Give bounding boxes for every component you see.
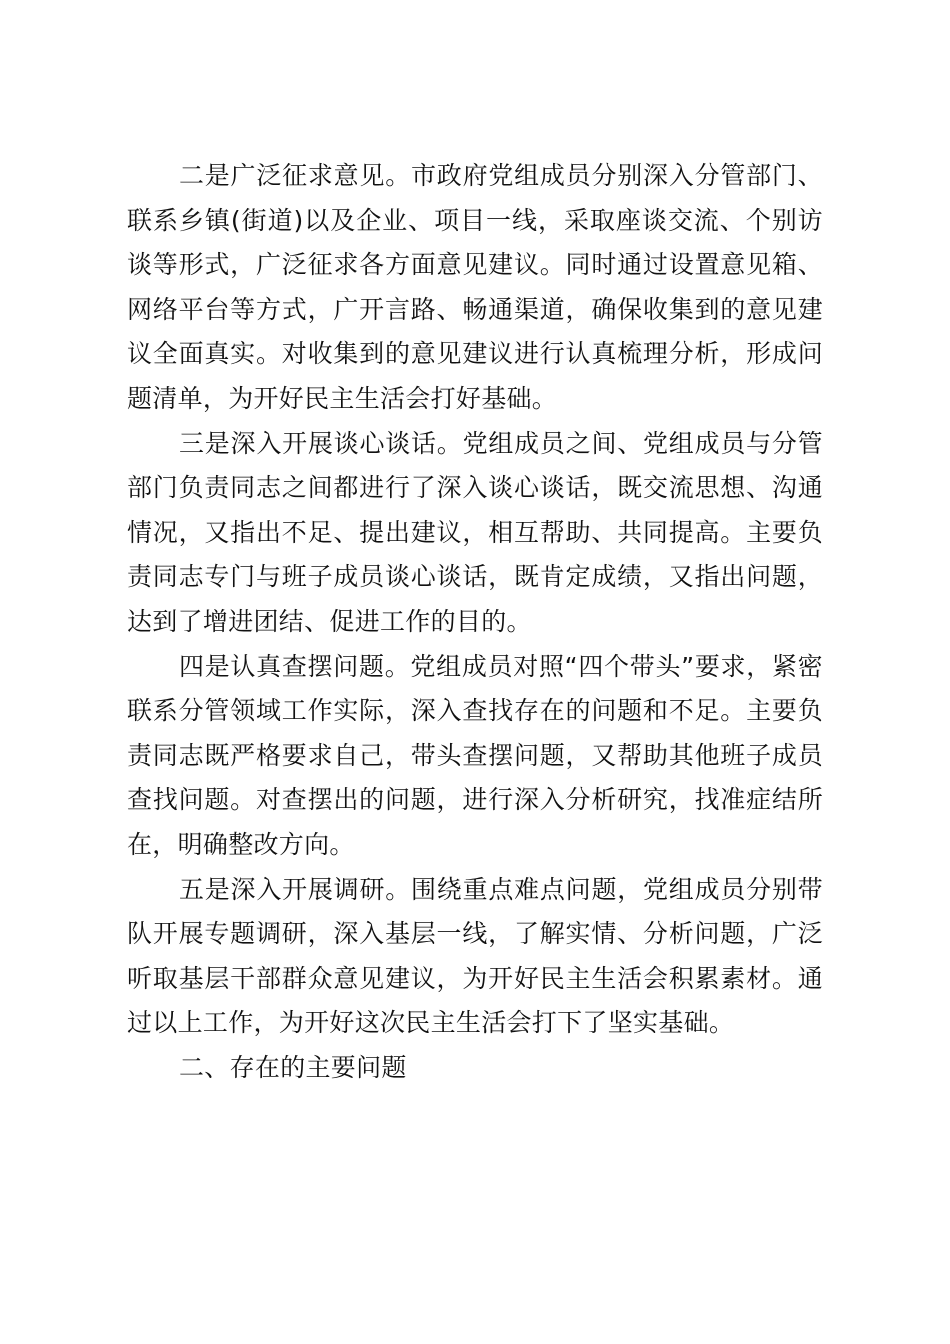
paragraph-identify-problems: 四是认真查摆问题。党组成员对照“四个带头”要求，紧密联系分管领域工作实际，深入查找存在的问题和不足。主要负责同志既严格要求自己，带头查摆问题，又帮助其他班子成员查找问题。对查摆出的问题，进行深入分析研究，找准症结所在，明确整改方向。 — [127, 651, 823, 859]
paragraph-solicit-opinions: 二是广泛征求意见。市政府党组成员分别深入分管部门、联系乡镇(街道)以及企业、项目一线，采取座谈交流、个别访谈等形式，广泛征求各方面意见建议。同时通过设置意见箱、网络平台等方式，广开言路、畅通渠道，确保收集到的意见建议全面真实。对收集到的意见建议进行认真梳理分析，形成问题清单，为开好民主生活会打好基础。 — [127, 161, 823, 413]
paragraph-research: 五是深入开展调研。围绕重点难点问题，党组成员分别带队开展专题调研，深入基层一线，了解实情、分析问题，广泛听取基层干部群众意见建议，为开好民主生活会积累素材。通过以上工作，为开好这次民主生活会打下了坚实基础。 — [127, 874, 823, 1038]
document-body — [127, 154, 823, 1090]
section-heading: 二、存在的主要问题 — [179, 1052, 407, 1082]
paragraph-heart-to-heart-talks: 三是深入开展谈心谈话。党组成员之间、党组成员与分管部门负责同志之间都进行了深入谈心谈话，既交流思想、沟通情况，又指出不足、提出建议，相互帮助、共同提高。主要负责同志专门与班子成员谈心谈话，既肯定成绩，又指出问题，达到了增进团结、促进工作的目的。 — [127, 428, 823, 636]
